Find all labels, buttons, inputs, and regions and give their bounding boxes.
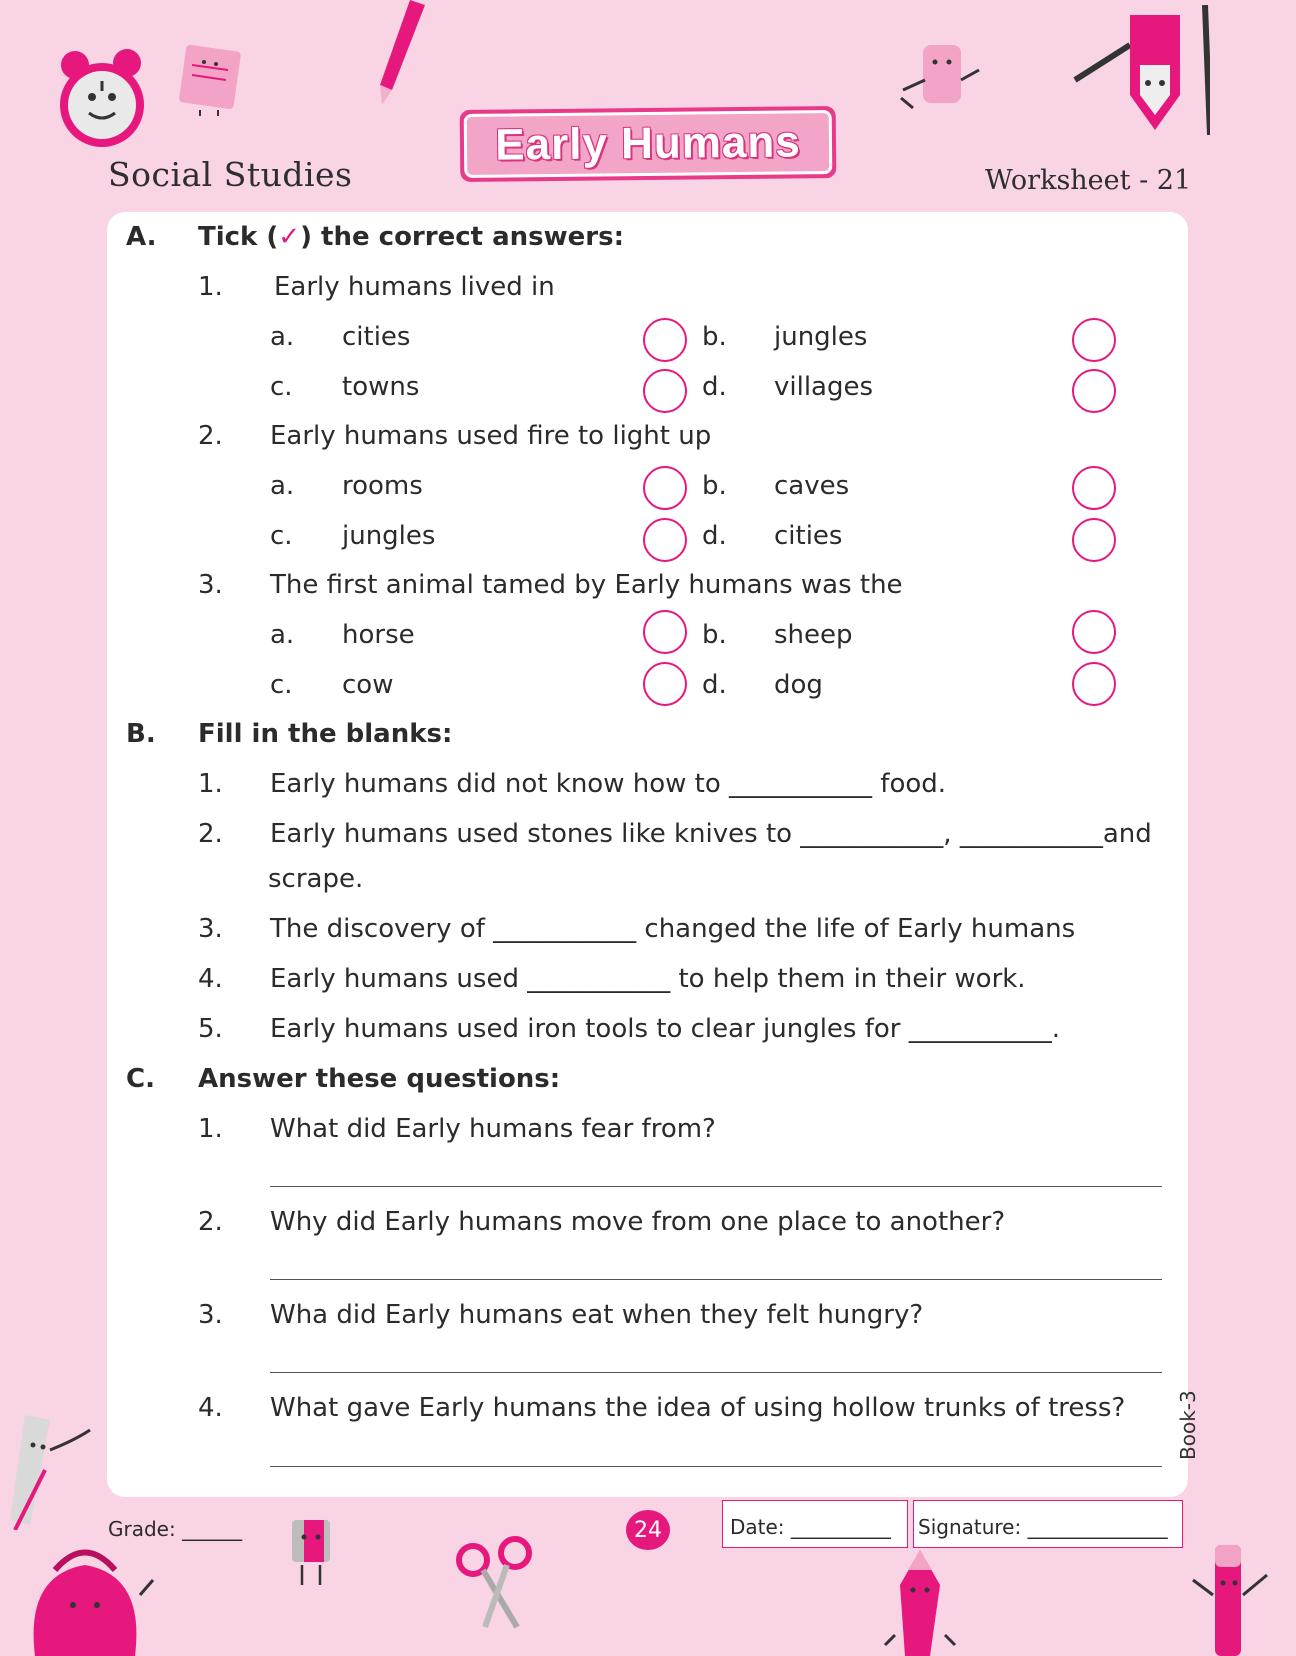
date-field[interactable]: Date: __________: [722, 1500, 908, 1548]
fill-blank-sentence: The discovery of ___________ changed the life of Early humans: [270, 914, 1076, 944]
answer-circle[interactable]: [643, 369, 687, 413]
option-letter: b.: [702, 620, 727, 650]
option-letter: d.: [702, 521, 727, 551]
question-number: 3.: [198, 570, 223, 600]
blank-number: 4.: [198, 964, 223, 994]
answer-circle[interactable]: [643, 466, 687, 510]
option-letter: c.: [270, 372, 293, 402]
question-number: 4.: [198, 1393, 223, 1423]
option-text: sheep: [774, 620, 853, 650]
notebook-icon: [170, 40, 250, 120]
crayon-character-icon: [880, 1545, 960, 1656]
option-letter: d.: [702, 670, 727, 700]
option-text: jungles: [774, 322, 868, 352]
pen-character-icon: [1185, 1535, 1275, 1656]
question-text: Why did Early humans move from one place to another?: [270, 1207, 1006, 1237]
grade-field[interactable]: Grade: ______: [108, 1517, 243, 1541]
pencil-character-icon: [1070, 5, 1210, 135]
question-text: Early humans used fire to light up: [270, 421, 712, 451]
question-number: 2.: [198, 421, 223, 451]
backpack-icon: [15, 1535, 155, 1656]
answer-circle[interactable]: [643, 610, 687, 654]
signature-field[interactable]: Signature: ______________: [913, 1500, 1183, 1548]
fill-blank-sentence: Early humans used ___________ to help them in their work.: [270, 964, 1026, 994]
section-a-letter: A.: [126, 222, 157, 252]
fill-blank-continuation: scrape.: [268, 864, 364, 894]
option-letter: a.: [270, 471, 295, 501]
question-number: 1.: [198, 272, 223, 302]
blank-number: 1.: [198, 769, 223, 799]
option-letter: b.: [702, 322, 727, 352]
section-c-heading: Answer these questions:: [198, 1064, 561, 1094]
section-a-heading: Tick (✓) the correct answers:: [198, 222, 624, 252]
option-text: cities: [342, 322, 411, 352]
answer-line[interactable]: [270, 1186, 1162, 1187]
option-text: towns: [342, 372, 420, 402]
fill-blank-sentence: Early humans did not know how to ___________ food.: [270, 769, 947, 799]
option-text: rooms: [342, 471, 423, 501]
answer-circle[interactable]: [1072, 466, 1116, 510]
worksheet-number: Worksheet - 21: [985, 165, 1192, 196]
answer-line[interactable]: [270, 1279, 1162, 1280]
option-letter: b.: [702, 471, 727, 501]
section-b-letter: B.: [126, 719, 156, 749]
eraser-icon: [895, 40, 985, 120]
answer-circle[interactable]: [1072, 662, 1116, 706]
answer-circle[interactable]: [643, 518, 687, 562]
page-number: 24: [626, 1510, 670, 1550]
answer-circle[interactable]: [1072, 518, 1116, 562]
alarm-clock-icon: [55, 45, 150, 155]
tick-icon: ✓: [278, 222, 301, 252]
section-b-heading: Fill in the blanks:: [198, 719, 453, 749]
blank-number: 2.: [198, 819, 223, 849]
title-banner: [464, 110, 833, 178]
option-text: cities: [774, 521, 843, 551]
question-text: Early humans lived in: [274, 272, 555, 302]
option-text: villages: [774, 372, 874, 402]
answer-line[interactable]: [270, 1466, 1162, 1467]
section-c-letter: C.: [126, 1064, 155, 1094]
option-letter: a.: [270, 322, 295, 352]
option-letter: d.: [702, 372, 727, 402]
sharpener-icon: [282, 1515, 342, 1590]
blank-number: 3.: [198, 914, 223, 944]
answer-circle[interactable]: [1072, 318, 1116, 362]
answer-circle[interactable]: [643, 318, 687, 362]
question-text: The first animal tamed by Early humans was the: [270, 570, 903, 600]
question-text: What did Early humans fear from?: [270, 1114, 716, 1144]
fill-blank-sentence: Early humans used stones like knives to ___________, ___________and: [270, 819, 1152, 849]
option-letter: a.: [270, 620, 295, 650]
option-text: horse: [342, 620, 415, 650]
question-number: 1.: [198, 1114, 223, 1144]
question-number: 3.: [198, 1300, 223, 1330]
fill-blank-sentence: Early humans used iron tools to clear jungles for ___________.: [270, 1014, 1061, 1044]
blank-number: 5.: [198, 1014, 223, 1044]
answer-line[interactable]: [270, 1372, 1162, 1373]
question-text: What gave Early humans the idea of using hollow trunks of tress?: [270, 1393, 1126, 1423]
option-text: dog: [774, 670, 823, 700]
question-number: 2.: [198, 1207, 223, 1237]
pencil-icon: [370, 0, 430, 110]
option-text: cow: [342, 670, 394, 700]
answer-circle[interactable]: [1072, 610, 1116, 654]
answer-circle[interactable]: [643, 662, 687, 706]
ruler-character-icon: [5, 1410, 95, 1530]
scissors-icon: [455, 1535, 535, 1630]
option-letter: c.: [270, 670, 293, 700]
option-text: jungles: [342, 521, 436, 551]
page-title: Early Humans: [495, 117, 801, 170]
subject-label: Social Studies: [108, 155, 353, 194]
option-letter: c.: [270, 521, 293, 551]
answer-circle[interactable]: [1072, 369, 1116, 413]
book-label: Book-3: [1176, 1390, 1200, 1460]
option-text: caves: [774, 471, 850, 501]
question-text: Wha did Early humans eat when they felt hungry?: [270, 1300, 924, 1330]
